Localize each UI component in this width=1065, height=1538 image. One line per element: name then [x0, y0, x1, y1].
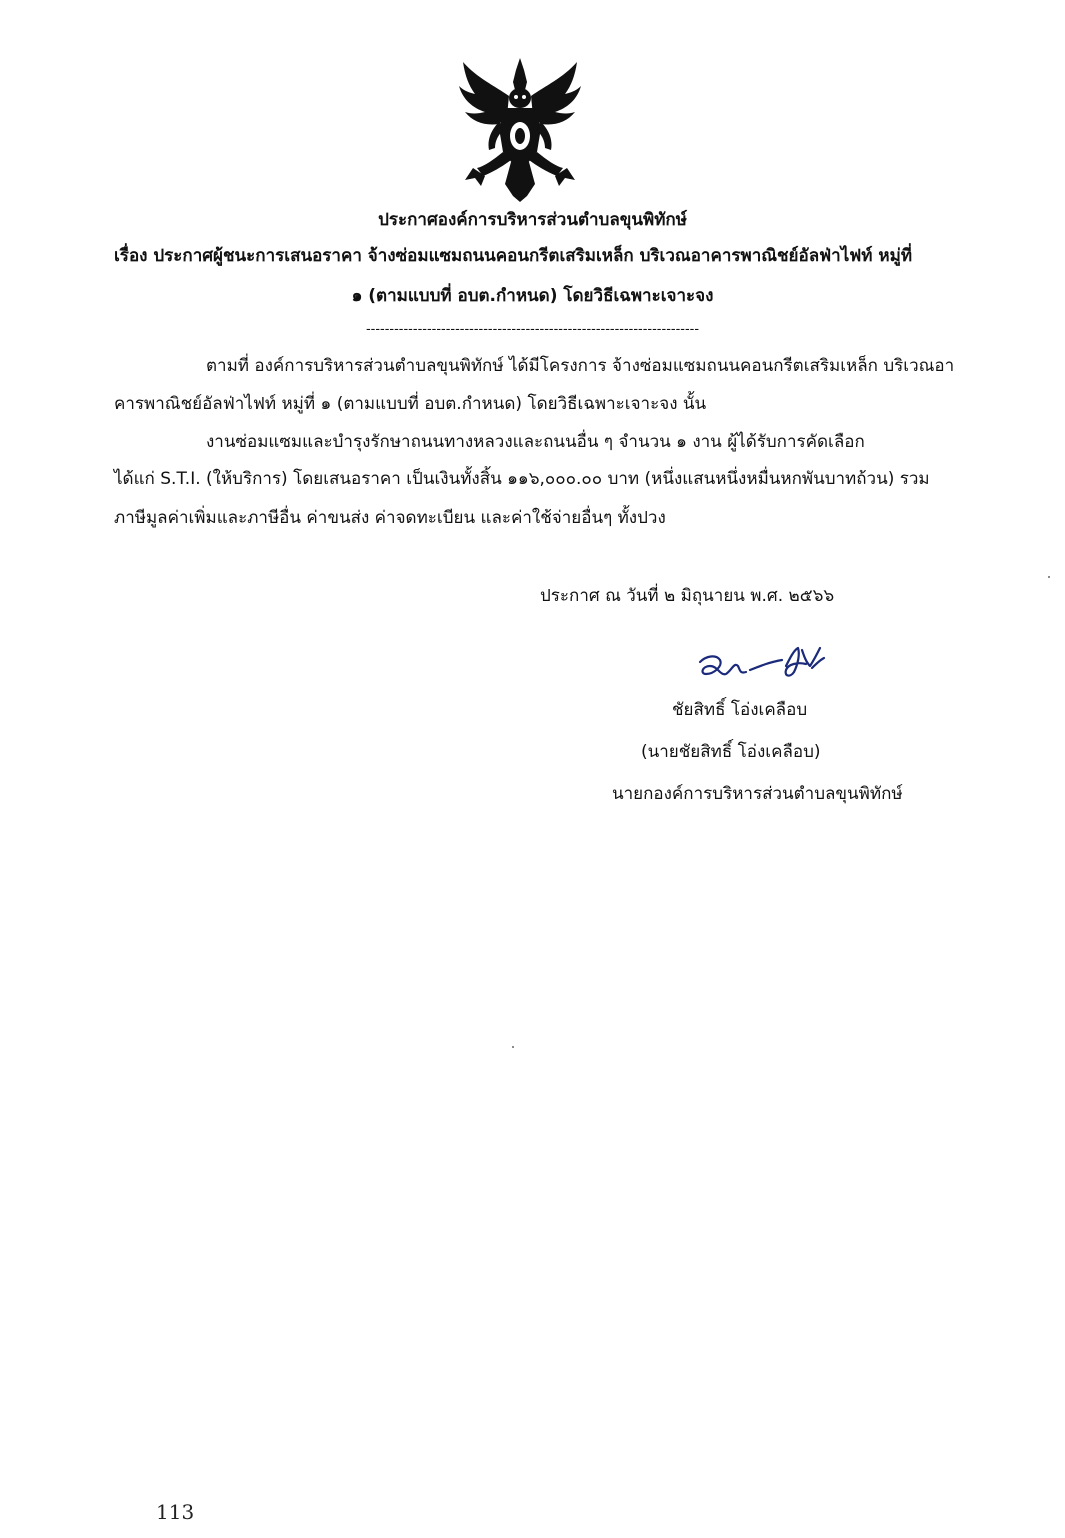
paragraph-2-line-1: งานซ่อมแซมและบำรุงรักษาถนนทางหลวงและถนนอื่น ๆ จำนวน ๑ งาน ผู้ได้รับการคัดเลือก — [206, 432, 865, 452]
page-number: 113 — [156, 1500, 195, 1524]
scan-speck — [512, 1046, 514, 1048]
signer-position: นายกองค์การบริหารส่วนตำบลขุนพิทักษ์ — [612, 784, 903, 804]
paragraph-2-line-3: ภาษีมูลค่าเพิ่มและภาษีอื่น ค่าขนส่ง ค่าจดทะเบียน และค่าใช้จ่ายอื่นๆ ทั้งปวง — [114, 508, 666, 528]
announcement-date: ประกาศ ณ วันที่ ๒ มิถุนายน พ.ศ. ๒๕๖๖ — [540, 586, 835, 606]
paragraph-1-line-2: คารพาณิชย์อัลฟ่าไฟท์ หมู่ที่ ๑ (ตามแบบที่ อบต.กำหนด) โดยวิธีเฉพาะเจาะจง นั้น — [114, 394, 707, 414]
scan-speck — [1048, 576, 1050, 578]
paragraph-1-line-1: ตามที่ องค์การบริหารส่วนตำบลขุนพิทักษ์ ได้มีโครงการ จ้างซ่อมแซมถนนคอนกรีตเสริมเหล็ก บริเวณอา — [206, 356, 955, 376]
document-title: ประกาศองค์การบริหารส่วนตำบลขุนพิทักษ์ — [378, 210, 687, 230]
separator-line: ----------------------------------------------------------------------- — [365, 322, 700, 337]
signer-name: ชัยสิทธิ์ โอ่งเคลือบ — [672, 700, 808, 720]
handwritten-signature — [690, 640, 830, 690]
paragraph-2-line-2: ได้แก่ S.T.I. (ให้บริการ) โดยเสนอราคา เป็นเงินทั้งสิ้น ๑๑๖,๐๐๐.๐๐ บาท (หนึ่งแสนหนึ่งหมื่นหกพันบาทถ้วน) รวม — [114, 469, 930, 489]
subject-line-2: ๑ (ตามแบบที่ อบต.กำหนด) โดยวิธีเฉพาะเจาะจง — [351, 286, 714, 306]
subject-line-1: เรื่อง ประกาศผู้ชนะการเสนอราคา จ้างซ่อมแซมถนนคอนกรีตเสริมเหล็ก บริเวณอาคารพาณิชย์อัลฟ่าไฟท์ หมู่ที่ — [114, 246, 913, 266]
signer-full-name: (นายชัยสิทธิ์ โอ่งเคลือบ) — [641, 742, 821, 762]
garuda-emblem-icon — [455, 56, 585, 204]
